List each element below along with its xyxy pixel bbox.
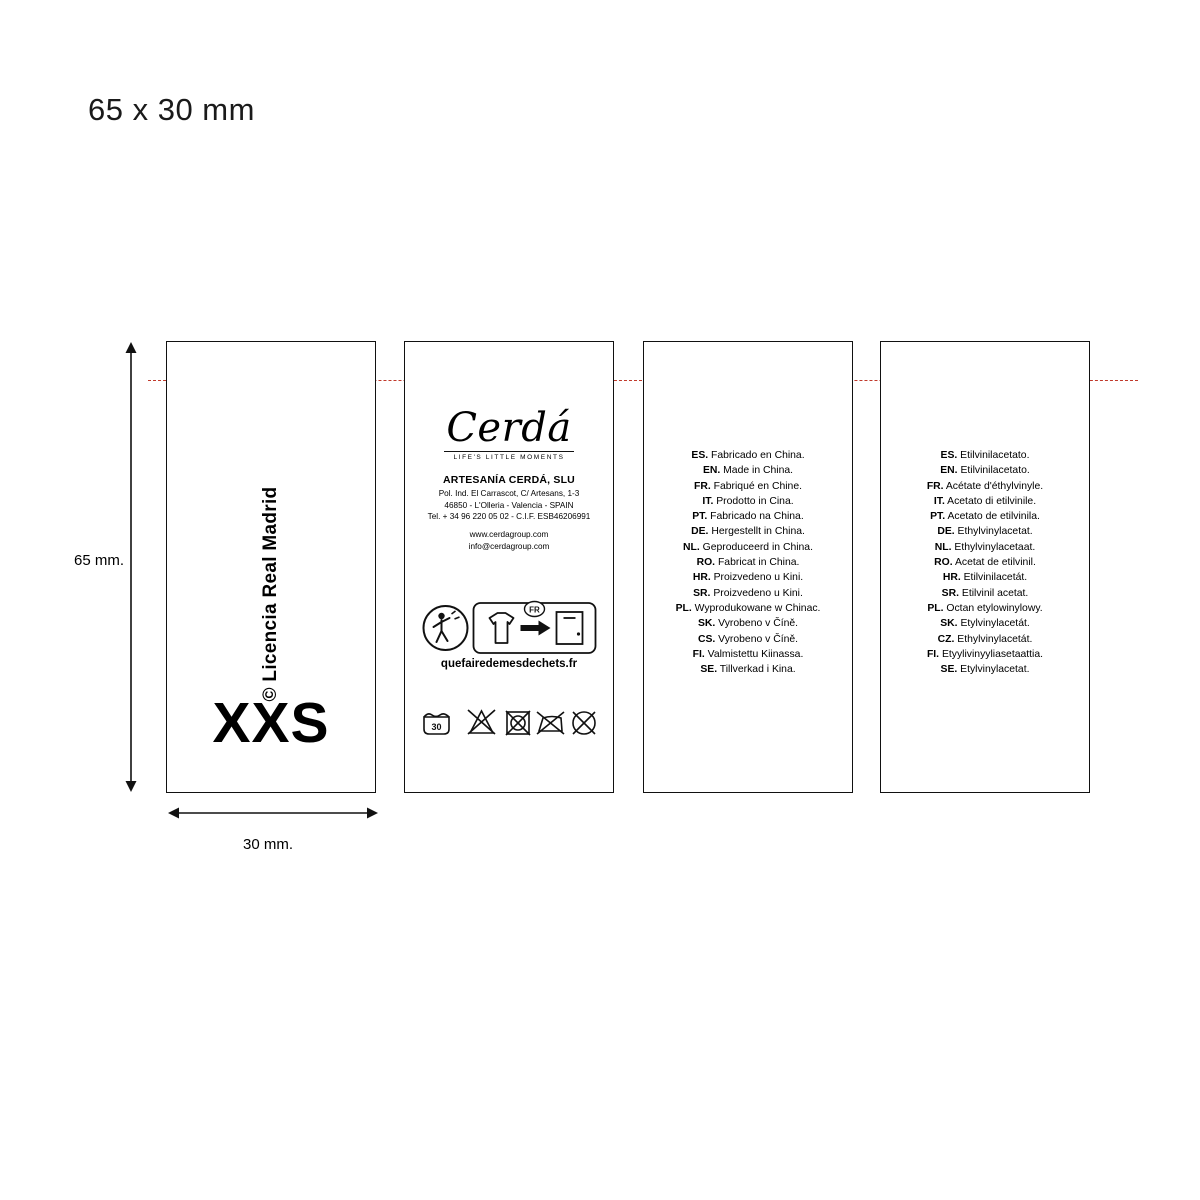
origin-code: HR. (692, 572, 711, 584)
wash-30-icon (424, 714, 449, 734)
origin-line (650, 479, 846, 494)
material-text: Ethylvinylacetát. (954, 633, 1033, 645)
material-code: NL. (934, 541, 952, 553)
material-line (887, 555, 1083, 570)
label-panel-material (880, 341, 1090, 793)
material-code: SE. (940, 664, 958, 676)
svg-text:30: 30 (431, 722, 442, 732)
svg-text:FR: FR (529, 605, 540, 615)
material-line (887, 662, 1083, 677)
material-code: EN. (940, 465, 958, 477)
origin-text: Vyrobeno v Číně. (715, 618, 799, 630)
no-tumble-dry-icon (506, 711, 530, 735)
material-text: Etilvinilacetato. (957, 450, 1030, 461)
material-code: PL. (927, 602, 944, 614)
material-code: DE. (937, 526, 955, 538)
material-text: Acetato di etilvinile. (944, 495, 1037, 507)
origin-line (650, 632, 846, 647)
origin-line (650, 524, 846, 539)
origin-code: FR. (693, 480, 711, 492)
origin-code: ES. (691, 450, 709, 461)
label-panel-size (166, 341, 376, 793)
no-iron-icon (537, 712, 564, 734)
material-text: Acétate d'éthylvinyle. (943, 480, 1044, 492)
material-text: Ethylvinylacetat. (954, 526, 1033, 538)
origin-code: SE. (700, 664, 718, 676)
height-label: 65 mm. (74, 552, 125, 569)
material-line (887, 616, 1083, 631)
origin-language-list (650, 448, 846, 677)
material-text: Acetat de etilvinil. (952, 557, 1036, 569)
no-bleach-icon (468, 710, 495, 734)
material-line (887, 540, 1083, 555)
website-text: www.cerdagroup.com (469, 530, 549, 540)
origin-code: FI. (692, 648, 705, 660)
address-line-2: 46850 - L'Olleria - Valencia - SPAIN (444, 500, 574, 510)
material-code: SK. (940, 618, 958, 630)
origin-code: SR. (693, 587, 711, 599)
material-line (887, 494, 1083, 509)
email-text: info@cerdagroup.com (468, 541, 550, 551)
size-text: XXS (212, 691, 330, 755)
origin-code: IT. (702, 495, 714, 507)
origin-text: Prodotto in Cina. (713, 495, 794, 507)
origin-code: PL. (675, 602, 692, 614)
recycling-url: quefairedemesdechets.fr (440, 658, 578, 670)
material-line (887, 647, 1083, 662)
width-label: 30 mm. (243, 836, 294, 853)
material-line (887, 448, 1083, 463)
material-code: ES. (940, 450, 958, 461)
material-code: HR. (942, 572, 961, 584)
material-text: Etilvinilacetato. (957, 465, 1030, 477)
origin-line (650, 586, 846, 601)
origin-line (650, 448, 846, 463)
origin-line (650, 494, 846, 509)
origin-text: Proizvedeno u Kini. (710, 587, 803, 599)
origin-text: Fabricado en China. (708, 450, 805, 461)
origin-code: DE. (691, 526, 709, 538)
material-text: Etyylivinyyliasetaattia. (939, 648, 1044, 660)
material-code: FR. (926, 480, 944, 492)
width-dimension-arrow (168, 806, 378, 820)
material-text: Etylvinylacetát. (957, 618, 1030, 630)
address-line-1: Pol. Ind. El Carrascot, C/ Artesans, 1-3 (438, 489, 580, 499)
material-code: FI. (926, 648, 940, 660)
material-code: RO. (934, 557, 953, 569)
material-text: Etylvinylacetat. (957, 664, 1030, 676)
material-code: CZ. (937, 633, 955, 645)
origin-text: Fabricat in China. (715, 557, 800, 569)
origin-line (650, 555, 846, 570)
brand-tagline: LIFE'S LITTLE MOMENTS (453, 454, 565, 462)
material-line (887, 586, 1083, 601)
material-code: PT. (930, 511, 946, 523)
material-line (887, 479, 1083, 494)
origin-line (650, 570, 846, 585)
origin-code: EN. (702, 465, 721, 477)
company-name: ARTESANÍA CERDÁ, SLU (443, 474, 575, 487)
address-block (405, 488, 613, 522)
material-text: Acetato de etilvinila. (945, 511, 1040, 523)
material-text: Ethylvinylacetaat. (951, 541, 1036, 553)
material-text: Etilvinil acetat. (959, 587, 1029, 599)
address-line-3: Tel. + 34 96 220 05 02 - C.I.F. ESB46206991 (427, 511, 591, 521)
origin-text: Valmistettu Kiinassa. (704, 648, 804, 660)
origin-line (650, 647, 846, 662)
origin-line (650, 662, 846, 677)
origin-line (650, 463, 846, 478)
care-symbols-row (421, 705, 597, 739)
origin-code: CS. (697, 633, 716, 645)
origin-code: RO. (696, 557, 716, 569)
origin-line (650, 616, 846, 631)
material-line (887, 632, 1083, 647)
origin-text: Geproduceerd in China. (699, 541, 813, 553)
origin-text: Proizvedeno u Kini. (710, 572, 804, 584)
license-text: © Licencia Real Madrid (260, 486, 281, 702)
material-line (887, 524, 1083, 539)
origin-text: Fabricado na China. (707, 511, 804, 523)
material-line (887, 601, 1083, 616)
origin-line (650, 509, 846, 524)
label-panel-brand (404, 341, 614, 793)
origin-line (650, 540, 846, 555)
material-language-list (887, 448, 1083, 677)
material-line (887, 509, 1083, 524)
material-text: Octan etylowinylowy. (943, 602, 1043, 614)
brand-name: Cerdá (446, 405, 572, 451)
origin-text: Fabriqué en Chine. (710, 480, 802, 492)
page-title: 65 x 30 mm (88, 92, 255, 127)
origin-code: NL. (683, 541, 700, 553)
height-dimension-arrow (124, 342, 138, 792)
origin-text: Tillverkad i Kina. (717, 664, 796, 676)
no-dry-clean-icon (573, 712, 595, 734)
triman-recycling-icon (422, 600, 597, 656)
material-text: Etilvinilacetát. (960, 572, 1028, 584)
origin-code: SK. (697, 618, 716, 630)
origin-text: Hergestellt in China. (708, 526, 805, 538)
material-code: IT. (933, 495, 945, 507)
origin-text: Made in China. (720, 465, 794, 477)
origin-text: Wyprodukowane w Chinac. (691, 602, 821, 614)
material-code: SR. (941, 587, 959, 599)
brand-block (405, 405, 613, 552)
brand-divider (444, 451, 574, 452)
origin-code: PT. (692, 511, 708, 523)
material-line (887, 463, 1083, 478)
material-line (887, 570, 1083, 585)
origin-line (650, 601, 846, 616)
contact-block (405, 529, 613, 552)
label-panel-origin (643, 341, 853, 793)
origin-text: Vyrobeno v Číně. (715, 633, 799, 645)
